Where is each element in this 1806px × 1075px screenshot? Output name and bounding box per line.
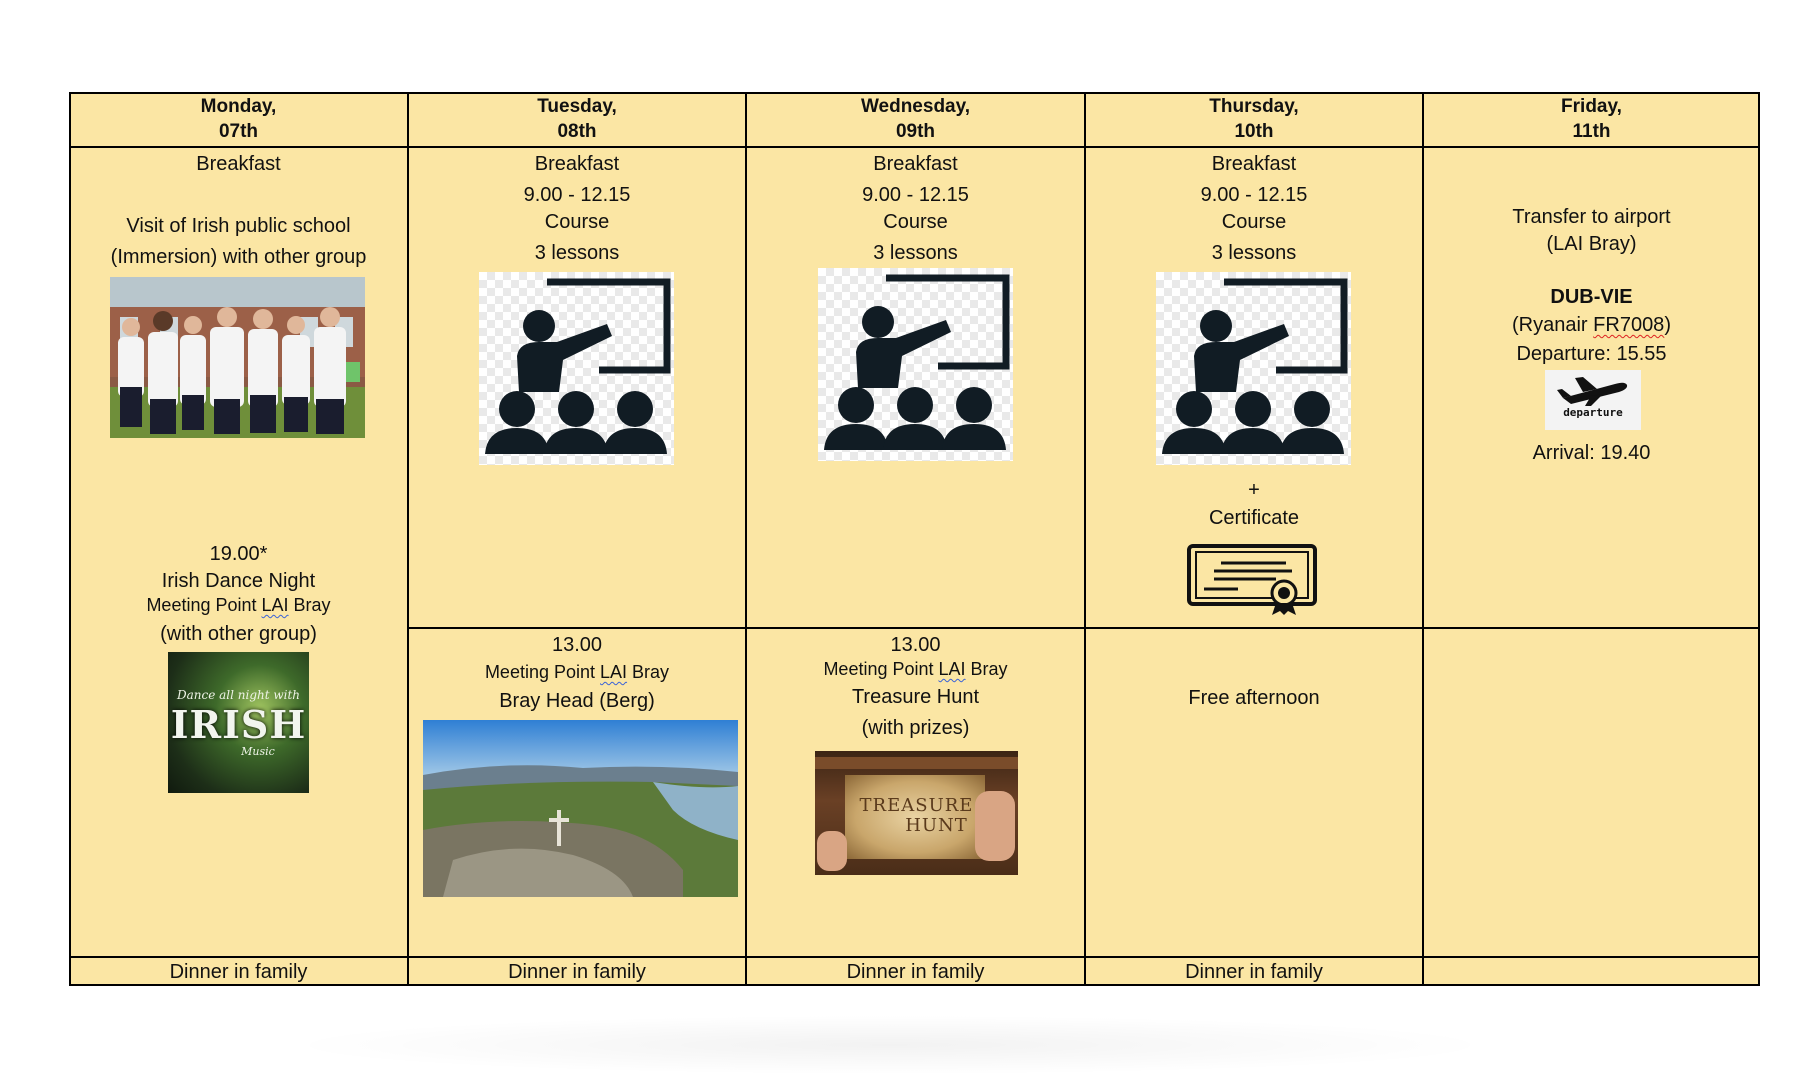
header-day: Thursday,: [1209, 95, 1299, 117]
row-divider: [407, 627, 1760, 629]
school-visit-line1: Visit of Irish public school: [126, 215, 351, 237]
dinner-label: Dinner in family: [846, 960, 985, 983]
meeting-point: Meeting Point LAI Bray: [823, 659, 1008, 679]
header-day: Monday,: [200, 95, 277, 117]
treasure-image-line2: HUNT: [905, 815, 968, 836]
header-tuesday: [408, 92, 746, 147]
departure-plane-icon: [1545, 370, 1641, 430]
breakfast-label: Breakfast: [534, 153, 620, 175]
row-divider: [69, 146, 1760, 148]
teacher-class-icon: [479, 272, 674, 465]
course-time: 9.00 - 12.15: [1200, 184, 1308, 206]
dinner-label: Dinner in family: [508, 960, 646, 983]
bray-head-photo: [423, 720, 738, 897]
header-thursday: [1085, 92, 1423, 147]
dinner-label: Dinner in family: [169, 960, 308, 983]
certificate-label: Certificate: [1208, 507, 1300, 529]
transfer-place: (LAI Bray): [1546, 233, 1637, 255]
header-day: Friday,: [1561, 95, 1622, 117]
certificate-icon: [1186, 543, 1321, 616]
plus-sign: +: [1248, 479, 1260, 501]
teacher-class-icon: [818, 268, 1013, 461]
column-divider: [1422, 92, 1424, 986]
meeting-point: Meeting Point LAI Bray: [484, 662, 670, 682]
transfer-label: Transfer to airport: [1512, 206, 1671, 228]
dance-note: (with other group): [160, 623, 317, 645]
lessons-label: 3 lessons: [873, 242, 958, 264]
row-divider: [69, 956, 1760, 958]
treasure-image-line1: TREASURE: [859, 795, 974, 816]
course-time: 9.00 - 12.15: [862, 184, 969, 206]
header-monday: [69, 92, 408, 147]
dinner-thursday: [1085, 957, 1423, 986]
lessons-label: 3 lessons: [534, 242, 620, 264]
activity-name: Bray Head (Berg): [499, 690, 655, 712]
column-divider: [1084, 92, 1086, 986]
irish-dance-image: [168, 652, 309, 793]
lessons-label: 3 lessons: [1211, 242, 1297, 264]
dinner-label: Dinner in family: [1185, 960, 1323, 983]
flight-route: DUB-VIE: [1550, 286, 1633, 308]
course-time: 9.00 - 12.15: [523, 184, 631, 206]
header-date: 09th: [895, 120, 936, 142]
course-label: Course: [1221, 211, 1287, 233]
header-date: 11th: [1572, 120, 1611, 142]
departure-time: Departure: 15.55: [1516, 343, 1667, 365]
dance-time: 19.00*: [209, 543, 268, 565]
header-date: 07th: [218, 120, 259, 142]
activity-note: (with prizes): [861, 717, 970, 739]
arrival-time: Arrival: 19.40: [1532, 442, 1651, 464]
activity-time: 13.00: [890, 634, 941, 656]
header-day: Wednesday,: [860, 95, 971, 117]
header-day: Tuesday,: [537, 95, 617, 117]
free-afternoon-label: Free afternoon: [1188, 687, 1320, 709]
treasure-hunt-image: [815, 751, 1018, 875]
activity-name: Treasure Hunt: [851, 686, 980, 708]
dance-event: Irish Dance Night: [161, 570, 316, 592]
breakfast-label: Breakfast: [196, 153, 281, 175]
friday-afternoon-cell: [1423, 628, 1760, 957]
departure-icon-label: departure: [1563, 406, 1623, 419]
dinner-tuesday: [408, 957, 746, 986]
dinner-monday: [69, 957, 408, 986]
thursday-afternoon-cell: [1085, 628, 1423, 957]
teacher-class-icon: [1156, 272, 1351, 465]
activity-time: 13.00: [551, 634, 603, 656]
monday-cell: [69, 147, 408, 957]
school-students-photo: [110, 277, 365, 438]
header-date: 08th: [557, 120, 597, 142]
school-visit-line2: (Immersion) with other group: [110, 246, 367, 268]
course-label: Course: [883, 211, 948, 233]
column-divider: [745, 92, 747, 986]
dinner-friday: [1423, 957, 1760, 986]
column-divider: [407, 92, 409, 986]
breakfast-label: Breakfast: [873, 153, 958, 175]
header-wednesday: [746, 92, 1085, 147]
dance-image-line3: Music: [241, 745, 275, 758]
page-shadow: [280, 1015, 1500, 1075]
course-label: Course: [544, 211, 610, 233]
flight-number: (Ryanair FR7008): [1512, 314, 1671, 336]
meeting-point: Meeting Point LAI Bray: [146, 595, 331, 615]
header-date: 10th: [1234, 120, 1274, 142]
dinner-wednesday: [746, 957, 1085, 986]
header-friday: [1423, 92, 1760, 147]
dance-image-line1: Dance all night with: [176, 688, 301, 702]
dance-image-line2: IRISH: [170, 702, 307, 747]
breakfast-label: Breakfast: [1211, 153, 1297, 175]
